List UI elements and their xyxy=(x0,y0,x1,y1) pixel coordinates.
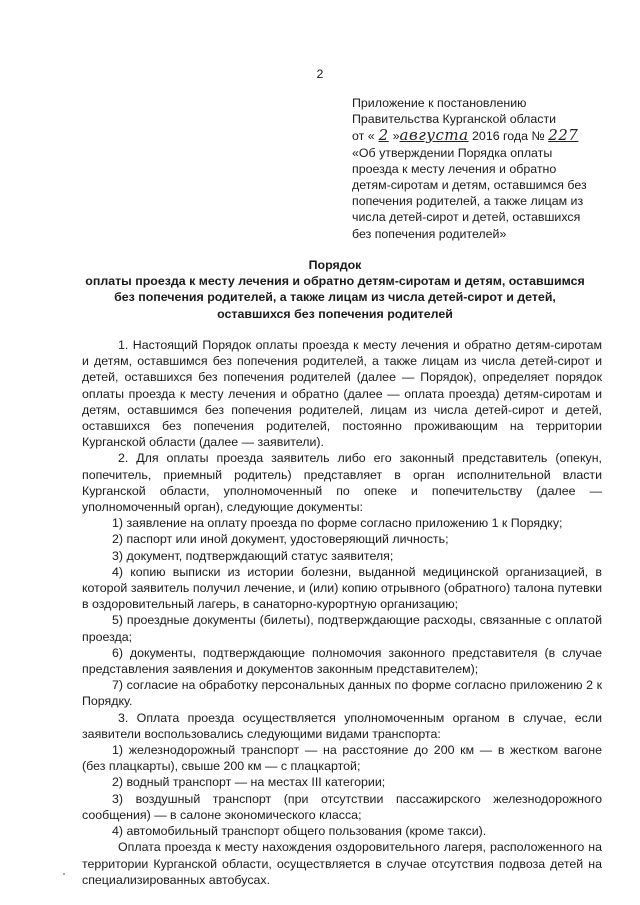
annex-date-suffix: 2016 года № xyxy=(472,129,545,144)
handwritten-number: 227 xyxy=(548,126,579,145)
list-item: 6) документы, подтверждающие полномочия законного представителя (в случае представления заявления и документов законным представителем); xyxy=(82,645,602,677)
annex-line: без попечения родителей» xyxy=(352,226,507,241)
list-item: 3) воздушный транспорт (при отсутствии пассажирского железнодорожного сообщения) — в салоне экономического класса; xyxy=(82,791,602,822)
annex-line: попечения родителей, а также лицам из xyxy=(352,194,584,209)
document-body xyxy=(82,337,602,888)
annex-line: «Об утверждении Порядка оплаты xyxy=(352,145,553,160)
list-item: 4) копию выписки из истории болезни, выданной медицинской организацией, в которой заявитель получил лечение, и (или) копию отрывного (обратного) талона путевки в оздоровительный лагерь, в санаторно-курортную организацию; xyxy=(82,564,602,612)
list-item: 3) документ, подтверждающий статус заявителя; xyxy=(112,548,394,563)
handwritten-month: августа xyxy=(399,126,469,145)
annex-block xyxy=(352,95,620,242)
list-item: 4) автомобильный транспорт общего пользования (кроме такси). xyxy=(112,824,487,839)
title-line: Порядок xyxy=(308,258,362,272)
list-item: 1) железнодорожный транспорт — на расстояние до 200 км — в жестком вагоне (без плацкарты), свыше 200 км — с плацкартой; xyxy=(82,743,602,774)
annex-line: числа детей-сирот и детей, оставшихся xyxy=(352,210,581,225)
scan-speck xyxy=(63,873,65,875)
annex-date-line xyxy=(352,127,620,144)
document-title xyxy=(70,257,600,322)
title-line: без попечения родителей, а также лицам из числа детей-сирот и детей, xyxy=(114,290,556,305)
paragraph: 1. Настоящий Порядок оплаты проезда к месту лечения и обратно детям-сиротам и детям, оставшимся без попечения родителей, а также лицам из числа детей-сирот и детей, оставшихся без попечения родителей (далее — Порядок), определяет порядок оплаты проезда к месту лечения и обратно (далее — оплата проезда) детям-сиротам и детям, оставшимся без попечения родителей, лицам из числа детей-сирот и детей, оставшихся без попечения родителей, постоянно проживающим на территории Курганской области (далее — заявители). xyxy=(82,338,602,450)
list-item: 2) водный транспорт — на местах III категории; xyxy=(112,775,386,790)
title-line: оставшихся без попечения родителей xyxy=(217,306,453,321)
annex-line: Правительства Курганской области xyxy=(352,112,557,127)
list-item: 1) заявление на оплату проезда по форме согласно приложению 1 к Порядку; xyxy=(112,516,563,531)
handwritten-day: 2 xyxy=(378,126,389,145)
annex-line: детям-сиротам и детям, оставшимся без xyxy=(352,178,587,193)
annex-line: проезда к месту лечения и обратно xyxy=(352,161,557,176)
paragraph: 3. Оплата проезда осуществляется уполномоченным органом в случае, если заявители воспользовались следующими видами транспорта: xyxy=(82,710,602,741)
title-line: оплаты проезда к месту лечения и обратно детям-сиротам и детям, оставшимся xyxy=(85,274,585,289)
annex-date-prefix: от « xyxy=(352,129,375,144)
list-item: 2) паспорт или иной документ, удостоверяющий личность; xyxy=(112,532,449,547)
annex-line: Приложение к постановлению xyxy=(352,96,527,110)
list-item: 7) согласие на обработку персональных данных по форме согласно приложению 2 к Порядку. xyxy=(82,678,602,709)
paragraph: 2. Для оплаты проезда заявитель либо его законный представитель (опекун, попечитель, приемный родитель) представляет в орган исполнительной власти Курганской области, уполномоченный по опеке и попечительству (далее — уполномоченный орган), следующие документы: xyxy=(82,451,602,515)
page-number: 2 xyxy=(316,67,324,81)
annex-date-mid: » xyxy=(392,129,400,144)
list-item: 5) проездные документы (билеты), подтверждающие расходы, связанные с оплатой проезда; xyxy=(82,613,602,644)
paragraph: Оплата проезда к месту нахождения оздоровительного лагеря, расположенного на территории Курганской области, осуществляется в случае отсутствия подвоза детей на специализированных автобусах. xyxy=(82,840,602,887)
